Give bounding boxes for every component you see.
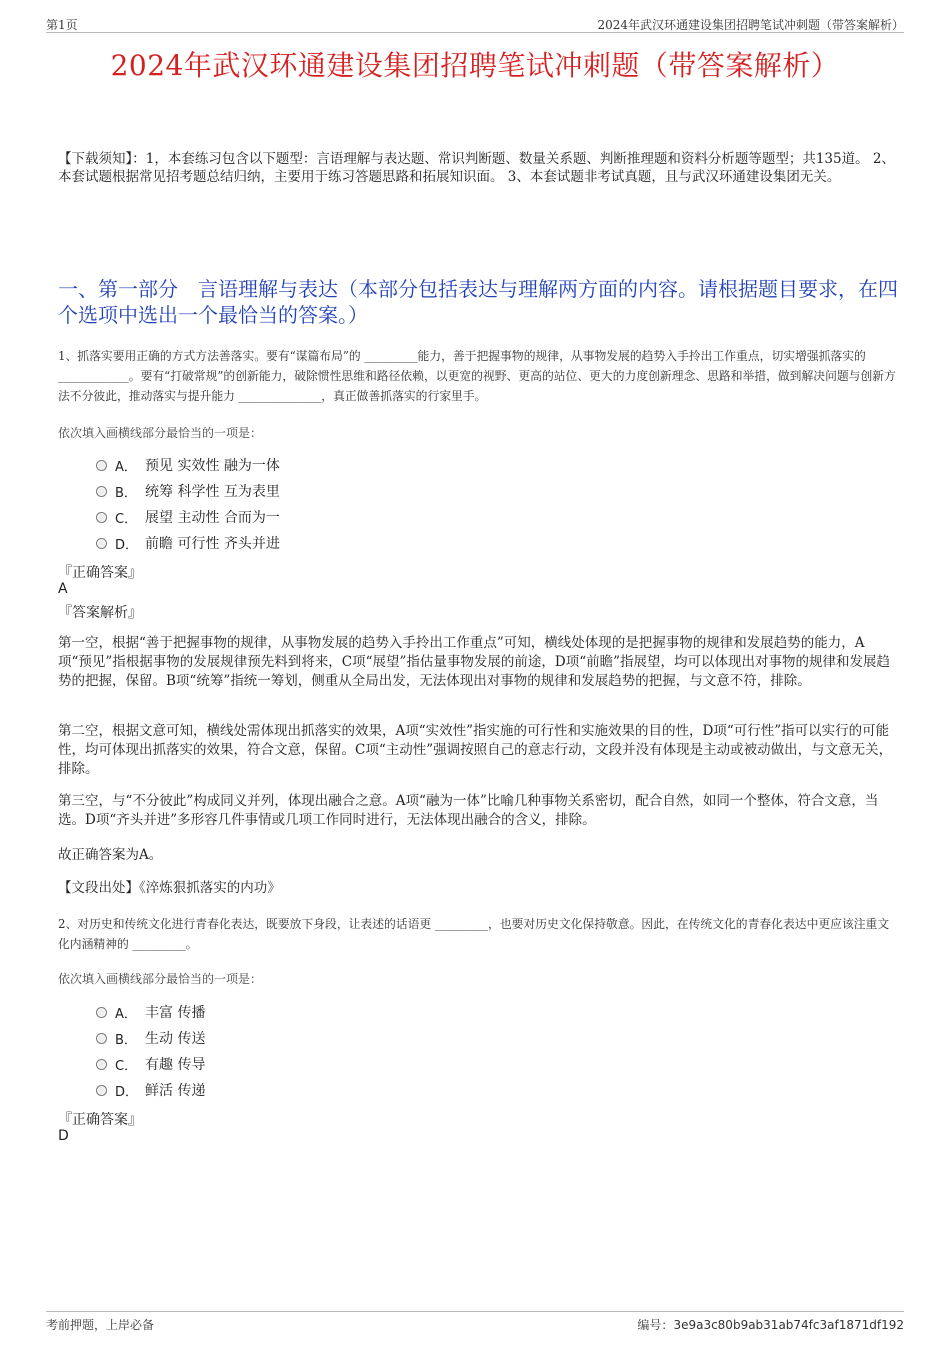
question-2-option-d[interactable]: [96, 1077, 205, 1103]
page-title: 2024年武汉环通建设集团招聘笔试冲刺题（带答案解析）: [110, 49, 840, 82]
option-letter: D．: [115, 537, 139, 553]
analysis-paragraph-1: 第一空，根据“善于把握事物的规律，从事物发展的趋势入手拎出工作重点”可知，横线处体现的是把握事物的规律和发展趋势的能力，A项“预见”指根据事物的发展规律预先料到将来，C项“展望”指估量事物发展的前途，D项“前瞻”指展望，均可以体现出对事物的规律和发展趋势的把握，保留。B项“统筹”指统一筹划，侧重从全局出发，无法体现出对事物的规律和发展趋势的把握，与文意不符，排除。: [58, 635, 891, 689]
question-1-option-d[interactable]: [96, 530, 280, 556]
question-1-answer-label: 『正确答案』: [58, 565, 142, 581]
option-letter: A．: [115, 1006, 137, 1022]
footer-code-value: 3e9a3c80b9ab31ab74fc3af1871df192: [673, 1318, 904, 1332]
question-1-prompt: 依次填入画横线部分最恰当的一项是：: [58, 426, 263, 440]
option-text: 丰富 传播: [145, 1005, 206, 1021]
option-letter: A．: [115, 459, 137, 475]
option-text: 鲜活 传递: [145, 1083, 206, 1099]
option-text: 前瞻 可行性 齐头并进: [145, 536, 280, 552]
analysis-paragraph-3: 第三空，与“不分彼此”构成同义并列，体现出融合之意。A项“融为一体”比喻几种事物关系密切，配合自然，如同一个整体，符合文意，当选。D项“齐头并进”多形容几件事情或几项工作同时进行，无法体现出融合的含义，排除。: [58, 793, 879, 828]
question-1-option-b[interactable]: [96, 478, 280, 504]
question-1-options: [96, 452, 280, 556]
option-text: 展望 主动性 合而为一: [145, 510, 280, 526]
option-text: 统筹 科学性 互为表里: [145, 484, 280, 500]
question-2-option-a[interactable]: [96, 999, 205, 1025]
question-2-answer: D: [58, 1128, 69, 1144]
radio-icon[interactable]: [96, 1059, 107, 1070]
source-citation: 【文段出处】《淬炼狠抓落实的内功》: [58, 880, 281, 896]
radio-icon[interactable]: [96, 486, 107, 497]
option-letter: D．: [115, 1084, 139, 1100]
question-2-option-c[interactable]: [96, 1051, 205, 1077]
analysis-paragraph-2: 第二空，根据文意可知，横线处需体现出抓落实的效果，A项“实效性”指实施的可行性和实施效果的目的性，D项“可行性”指可以实行的可能性，均可体现出抓落实的效果，符合文意，保留。C项“主动性”强调按照自己的意志行动，文段并没有体现是主动或被动做出，与文意无关，排除。: [58, 723, 893, 777]
option-text: 有趣 传导: [145, 1057, 206, 1073]
radio-icon[interactable]: [96, 460, 107, 471]
analysis-conclusion: 故正确答案为A。: [58, 847, 163, 863]
question-2-option-b[interactable]: [96, 1025, 205, 1051]
question-1-option-c[interactable]: [96, 504, 280, 530]
question-1-text: 1、抓落实要用正确的方式方法善落实。要有“谋篇布局”的 _________能力，善于把握事物的规律，从事物发展的趋势入手拎出工作重点，切实增强抓落实的 ____________。要有“打破常规”的创新能力，破除惯性思维和路径依赖，以更宽的视野、更高的站位、更大的力度创新理念、思路和举措，做到解决问题与创新方法不分彼此，推动落实与提升能力 ______________，真正做善抓落实的行家里手。: [58, 349, 896, 403]
radio-icon[interactable]: [96, 538, 107, 549]
question-2-text: 2、对历史和传统文化进行青春化表达，既要放下身段，让表述的话语更 _________，也要对历史文化保持敬意。因此，在传统文化的青春化表达中更应该注重文化内涵精神的 _________。: [58, 917, 890, 951]
page-footer: [46, 1311, 904, 1334]
option-text: 预见 实效性 融为一体: [145, 458, 280, 474]
radio-icon[interactable]: [96, 1033, 107, 1044]
option-text: 生动 传送: [145, 1031, 206, 1047]
page-header: [46, 14, 904, 33]
radio-icon[interactable]: [96, 1007, 107, 1018]
question-2-answer-label: 『正确答案』: [58, 1112, 142, 1128]
download-notice: 【下载须知】：1，本套练习包含以下题型：言语理解与表达题、常识判断题、数量关系题、判断推理题和资料分析题等题型；共135道。 2、本套试题根据常见招考题总结归纳，主要用于练习答题思路和拓展知识面。 3、本套试题非考试真题，且与武汉环通建设集团无关。: [58, 151, 895, 185]
option-letter: B．: [115, 1032, 137, 1048]
question-2-prompt: 依次填入画横线部分最恰当的一项是：: [58, 972, 263, 986]
footer-code-label: 编号：: [637, 1318, 674, 1332]
page-number: 第1页: [46, 18, 78, 32]
section-heading: 一、第一部分 言语理解与表达（本部分包括表达与理解两方面的内容。请根据题目要求，在四个选项中选出一个最恰当的答案。）: [58, 277, 898, 327]
header-doc-title: 2024年武汉环通建设集团招聘笔试冲刺题（带答案解析）: [597, 18, 904, 32]
option-letter: C．: [115, 511, 138, 527]
footer-code: [637, 1316, 904, 1333]
question-1-answer: A: [58, 581, 68, 597]
radio-icon[interactable]: [96, 512, 107, 523]
footer-slogan: 考前押题，上岸必备: [46, 1318, 155, 1332]
option-letter: B．: [115, 485, 137, 501]
option-letter: C．: [115, 1058, 138, 1074]
question-2-options: [96, 999, 205, 1103]
question-1-option-a[interactable]: [96, 452, 280, 478]
radio-icon[interactable]: [96, 1085, 107, 1096]
question-1-analysis-label: 『答案解析』: [58, 605, 142, 621]
